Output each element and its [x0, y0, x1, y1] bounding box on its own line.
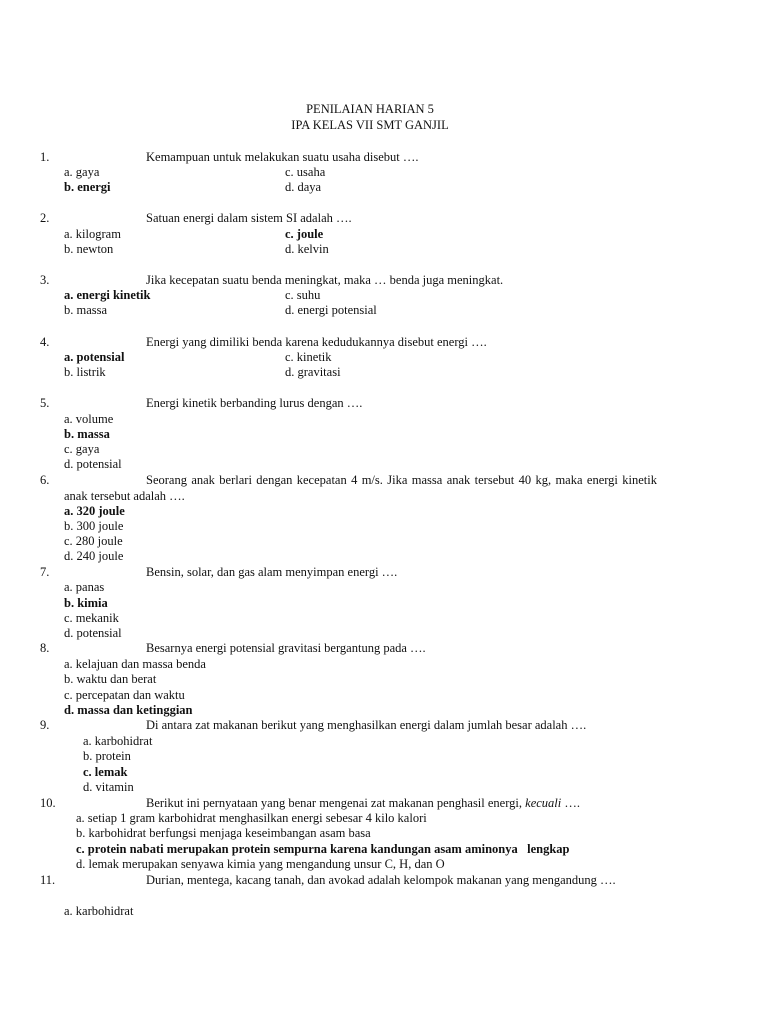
question-number: 10.	[40, 796, 56, 810]
question-number: 7.	[40, 565, 50, 579]
option-c: c. percepatan dan waktu	[64, 688, 185, 702]
option-b: b. 300 joule	[64, 519, 124, 533]
option-d: d. potensial	[64, 457, 122, 471]
option-a: a. karbohidrat	[64, 904, 134, 918]
question-text	[146, 796, 656, 811]
question-text-end: ….	[561, 796, 580, 810]
option-c: c. gaya	[64, 442, 100, 456]
question-text: Satuan energi dalam sistem SI adalah ….	[146, 211, 352, 225]
option-d: d. energi potensial	[285, 303, 377, 317]
option-a: a. gaya	[64, 165, 100, 179]
question-text: Di antara zat makanan berikut yang menghasilkan energi dalam jumlah besar adalah ….	[146, 718, 587, 732]
title-line-1: PENILAIAN HARIAN 5	[306, 102, 434, 116]
option-b: b. kimia	[64, 596, 108, 610]
option-a: a. kilogram	[64, 227, 121, 241]
option-b: b. waktu dan berat	[64, 672, 157, 686]
option-c: c. 280 joule	[64, 534, 123, 548]
question-text: Seorang anak berlari dengan kecepatan 4 m/s. Jika massa anak tersebut 40 kg, maka energi kinetik anak tersebut adalah ….	[64, 473, 657, 503]
option-d: d. daya	[285, 180, 322, 194]
question-number: 4.	[40, 335, 50, 349]
question-text: Durian, mentega, kacang tanah, dan avokad adalah kelompok makanan yang mengandung ….	[146, 873, 616, 887]
option-b: b. listrik	[64, 365, 106, 379]
option-b: b. newton	[64, 242, 114, 256]
question-text: Bensin, solar, dan gas alam menyimpan energi ….	[146, 565, 398, 579]
question-number: 5.	[40, 396, 50, 410]
option-c: c. mekanik	[64, 611, 119, 625]
option-d: d. massa dan ketinggian	[64, 703, 193, 717]
option-b: b. karbohidrat berfungsi menjaga keseimbangan asam basa	[76, 826, 371, 840]
option-d: d. gravitasi	[285, 365, 341, 379]
question-number: 11.	[40, 873, 56, 887]
option-b: b. protein	[83, 749, 131, 763]
question-text-emphasis: kecuali	[525, 796, 562, 810]
question-number: 1.	[40, 150, 50, 164]
option-a: a. energi kinetik	[64, 288, 151, 302]
question-text: Jika kecepatan suatu benda meningkat, maka … benda juga meningkat.	[146, 273, 504, 287]
question-text-main: Berikut ini pernyataan yang benar mengenai zat makanan penghasil energi,	[146, 796, 526, 810]
question-number: 2.	[40, 211, 50, 225]
question-text: Besarnya energi potensial gravitasi bergantung pada ….	[146, 641, 426, 655]
option-a: a. potensial	[64, 350, 125, 364]
question-number: 9.	[40, 718, 50, 732]
option-c: c. joule	[285, 227, 324, 241]
option-c: c. suhu	[285, 288, 321, 302]
question-text: Kemampuan untuk melakukan suatu usaha disebut ….	[146, 150, 419, 164]
option-a: a. kelajuan dan massa benda	[64, 657, 206, 671]
option-a: a. 320 joule	[64, 504, 125, 518]
option-c: c. lemak	[83, 765, 128, 779]
option-d: d. 240 joule	[64, 549, 124, 563]
option-d: d. kelvin	[285, 242, 329, 256]
question-text: Energi kinetik berbanding lurus dengan ….	[146, 396, 363, 410]
option-b: b. massa	[64, 427, 110, 441]
option-b: b. massa	[64, 303, 108, 317]
option-c: c. protein nabati merupakan protein sempurna karena kandungan asam aminonya lengkap	[76, 842, 570, 856]
option-a: a. volume	[64, 412, 114, 426]
option-d: d. potensial	[64, 626, 122, 640]
question-number: 6.	[40, 473, 50, 487]
option-d: d. lemak merupakan senyawa kimia yang mengandung unsur C, H, dan O	[76, 857, 445, 871]
question-number: 8.	[40, 641, 50, 655]
option-a: a. panas	[64, 580, 105, 594]
question-text: Energi yang dimiliki benda karena kedudukannya disebut energi ….	[146, 335, 487, 349]
option-b: b. energi	[64, 180, 111, 194]
option-a: a. karbohidrat	[83, 734, 153, 748]
option-d: d. vitamin	[83, 780, 134, 794]
option-a: a. setiap 1 gram karbohidrat menghasilkan energi sebesar 4 kilo kalori	[76, 811, 427, 825]
option-c: c. kinetik	[285, 350, 332, 364]
title-line-2: IPA KELAS VII SMT GANJIL	[291, 118, 449, 132]
question-number: 3.	[40, 273, 50, 287]
option-c: c. usaha	[285, 165, 326, 179]
